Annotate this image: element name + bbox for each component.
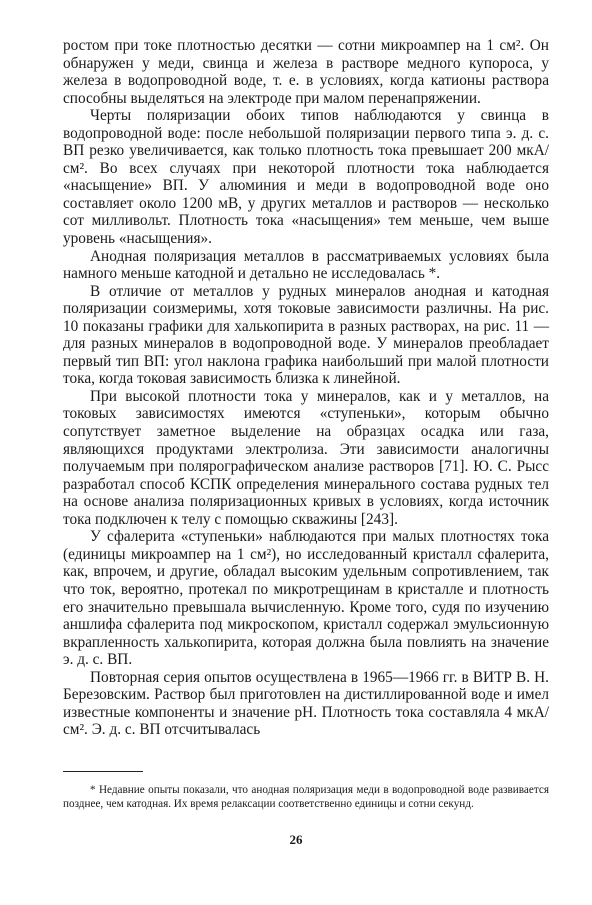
paragraph: У сфалерита «ступеньки» наблюдаются при малых плотностях тока (единицы микроампер на 1 см²), но исследованный кристалл сфалерита, как, впрочем, и другие, обладал высоким удельным сопротивлением, так что ток, вероятно, протекал по микротрещинам в кристалле и плотность его значительно превышала вычисленную. Кроме того, судя по изучению аншлифа сфалерита под микроскопом, кристалл содержал эмульсионную вкрапленность халькопирита, которая должна была повлиять на значение э. д. с. ВП. — [63, 528, 549, 669]
page-body — [63, 37, 549, 739]
footnote: * Недавние опыты показали, что анодная поляризация меди в водопроводной воде развивается позднее, чем катодная. Их время релаксации соответственно единицы и сотни секунд. — [63, 784, 549, 811]
paragraph: При высокой плотности тока у минералов, как и у металлов, на токовых зависимостях имеются «ступеньки», которым обычно сопутствует заметное выделение на образцах осадка или газа, являющихся продуктами электролиза. Эти зависимости аналогичны получаемым при полярографическом анализе растворов [71]. Ю. С. Рысс разработал способ КСПК определения минерального состава рудных тел на основе анализа поляризационных кривых в условиях, когда источник тока подключен к телу с помощью скважины [243]. — [63, 387, 549, 528]
paragraph: В отличие от металлов у рудных минералов анодная и катодная поляризации соизмеримы, хотя токовые зависимости различны. На рис. 10 показаны графики для халькопирита в разных растворах, на рис. 11 — для разных минералов в водопроводной воде. У минералов преобладает первый тип ВП: угол наклона графика наибольший при малой плотности тока, когда токовая зависимость близка к линейной. — [63, 282, 549, 388]
footnote-divider — [63, 771, 143, 772]
paragraph: Черты поляризации обоих типов наблюдаются у свинца в водопроводной воде: после небольшой поляризации первого типа э. д. с. ВП резко увеличивается, как только плотность тока превышает 200 мкА/см². Во всех случаях при некоторой плотности тока наблюдается «насыщение» ВП. У алюминия и меди в водопроводной воде оно составляет около 1200 мВ, у других металлов и растворов — несколько сот милливольт. Плотность тока «насыщения» тем меньше, чем выше уровень «насыщения». — [63, 107, 549, 248]
paragraph: Анодная поляризация металлов в рассматриваемых условиях была намного меньше катодной и детально не исследовалась *. — [63, 247, 549, 283]
paragraph: ростом при токе плотностью десятки — сотни микроампер на 1 см². Он обнаружен у меди, свинца и железа в растворе медного купороса, у железа в водопроводной воде, т. е. в условиях, когда катионы раствора способны выделяться на электроде при малом перенапряжении. — [63, 37, 549, 107]
page-number: 26 — [289, 832, 303, 847]
paragraph: Повторная серия опытов осуществлена в 1965—1966 гг. в ВИТР В. Н. Березовским. Раствор был приготовлен на дистиллированной воде и имел известные компоненты и значение pH. Плотность тока составляла 4 мкА/см². Э. д. с. ВП отсчитывалась — [63, 668, 549, 739]
